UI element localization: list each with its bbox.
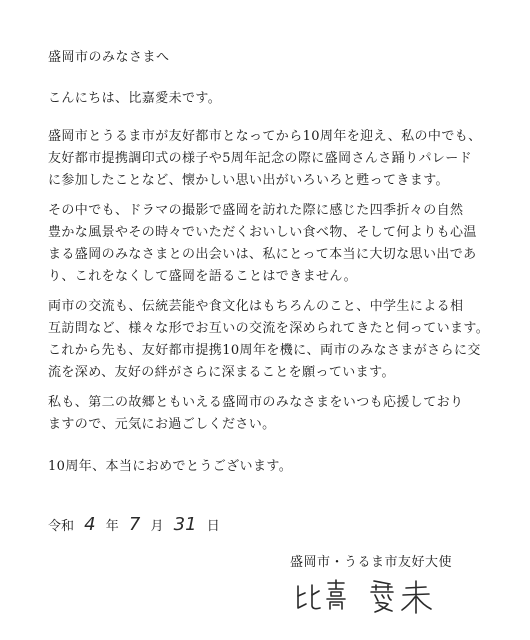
paragraph-line: 10周年、本当におめでとうございます。 [48,459,293,474]
salutation: 盛岡市のみなさまへ [48,50,170,65]
date-year-handwritten: 4 [84,514,96,535]
paragraph-line: ますので、元気にお過ごしください。 [48,417,276,432]
paragraph-line: まる盛岡のみなさまとの出会いは、私にとって本当に大切な思い出であ [48,247,477,262]
signer-title: 盛岡市・うるま市友好大使 [290,555,453,570]
paragraph-line: その中でも、ドラマの撮影で盛岡を訪れた際に感じた四季折々の自然 [48,203,464,218]
paragraph-support [48,392,498,436]
paragraph-memories [48,200,498,288]
date-day-unit: 日 [206,519,220,534]
paragraph-line: り、これをなくして盛岡を語ることはできません。 [48,269,357,284]
paragraph-anniversary [48,126,498,192]
paragraph-line: 友好都市提携調印式の様子や5周年記念の際に盛岡さんさ踊りパレード [48,151,473,166]
paragraph-line: 互訪問など、様々な形でお互いの交流を深められてきたと伺っています。 [48,321,490,336]
paragraph-line: 私も、第二の故郷ともいえる盛岡市のみなさまをいつも応援しており [48,395,464,410]
date-day-handwritten: 31 [173,514,197,535]
paragraph-line: 流を深め、友好の絆がさらに深まることを願っています。 [48,365,395,380]
paragraph-line: 両市の交流も、伝統芸能や食文化はもちろんのこと、中学生による相 [48,299,464,314]
date-month-handwritten: 7 [128,514,141,535]
date-year-unit: 年 [105,519,119,534]
paragraph-line: に参加したことなど、懐かしい思い出がいろいろと甦ってきます。 [48,173,449,188]
handwritten-signature [292,576,442,616]
signature-stroke-image [292,576,442,616]
paragraph-line: 盛岡市とうるま市が友好都市となってから10周年を迎え、私の中でも、 [48,129,482,144]
paragraph-greeting [48,88,498,110]
letter-date [48,515,220,537]
paragraph-line: 豊かな風景やその時々でいただくおいしい食べ物、そして何よりも心温 [48,225,477,240]
date-era: 令和 [48,519,75,534]
paragraph-line: これから先も、友好都市提携10周年を機に、両市のみなさまがさらに交 [48,343,481,358]
paragraph-exchange [48,296,498,384]
date-month-unit: 月 [150,519,164,534]
paragraph-line: こんにちは、比嘉愛未です。 [48,91,222,106]
paragraph-congratulations [48,456,498,478]
